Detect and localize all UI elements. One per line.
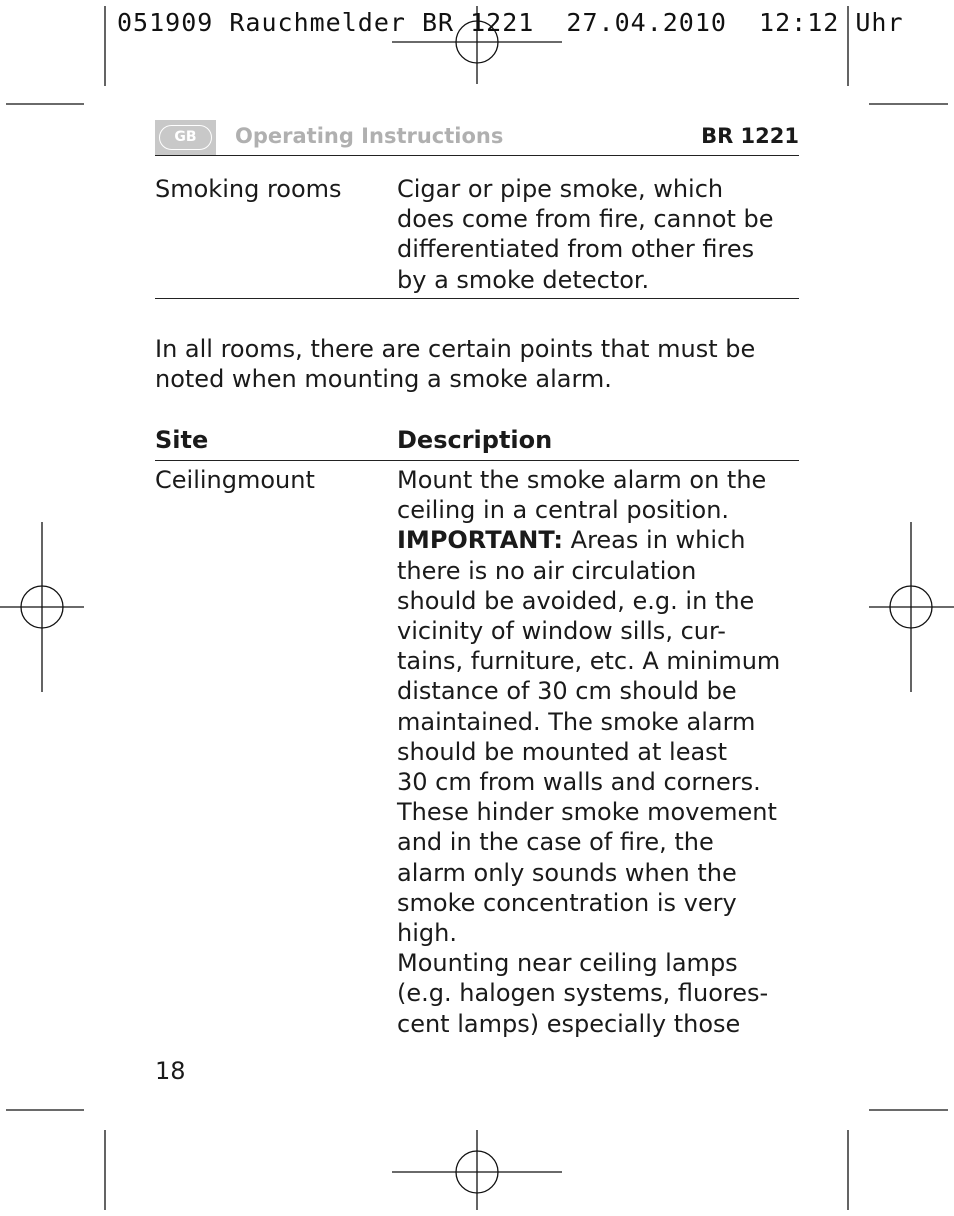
registration-mark-top [392,6,562,84]
description-line: should be mounted at least [397,737,728,766]
description-line: differentiated from other fires [397,235,755,264]
description-line: does come from fire, cannot be [397,205,774,234]
description-line: Cigar or pipe smoke, which [397,175,724,203]
language-badge: GB [159,125,212,150]
description-line: and in the case of fire, the [397,828,714,857]
intro-paragraph [155,334,799,394]
description-line: These hinder smoke movement [397,798,777,827]
registration-mark-bottom [392,1130,562,1210]
description-line: by a smoke detector. [397,265,650,294]
row-description-ceilingmount [397,465,799,1039]
description-line-important [397,525,799,555]
page-number: 18 [155,1057,186,1085]
header-title: Operating Instructions [235,124,504,148]
paragraph-line: In all rooms, there are certain points that must be [155,335,756,363]
description-line: distance of 30 cm should be [397,677,737,706]
description-line: Mounting near ceiling lamps [397,949,738,978]
description-line: 30 cm from walls and corners. [397,768,761,797]
description-line: alarm only sounds when the [397,858,737,887]
description-line: should be avoided, e.g. in the [397,586,755,615]
important-text: Areas in which [563,526,746,555]
description-line: high. [397,919,457,948]
column-header-description: Description [397,426,553,454]
description-line: vicinity of window sills, cur- [397,617,726,646]
description-line: ceiling in a central position. [397,496,730,525]
description-line: there is no air circulation [397,556,697,585]
description-line: cent lamps) especially those [397,1009,741,1038]
page-header [155,120,799,156]
important-label: IMPORTANT: [397,526,564,555]
description-line: smoke concentration is very [397,888,737,917]
description-line: tains, furniture, etc. A minimum [397,647,781,676]
registration-mark-right [869,522,954,692]
row-description-smoking-rooms [397,174,799,295]
header-model-number: BR 1221 [701,124,799,148]
printer-slug-line: 051909 Rauchmelder BR 1221 27.04.2010 12:12 Uhr [117,8,904,37]
description-line: maintained. The smoke alarm [397,707,756,736]
description-line: (e.g. halogen systems, fluores- [397,979,769,1008]
table-divider [155,298,799,299]
table-header-divider [155,460,799,461]
paragraph-line: noted when mounting a smoke alarm. [155,365,612,394]
row-site-smoking-rooms: Smoking rooms [155,175,342,203]
row-site-ceilingmount: Ceilingmount [155,466,315,494]
column-header-site: Site [155,426,209,454]
registration-mark-left [0,522,84,692]
description-line: Mount the smoke alarm on the [397,466,767,494]
language-badge-box [155,120,216,155]
